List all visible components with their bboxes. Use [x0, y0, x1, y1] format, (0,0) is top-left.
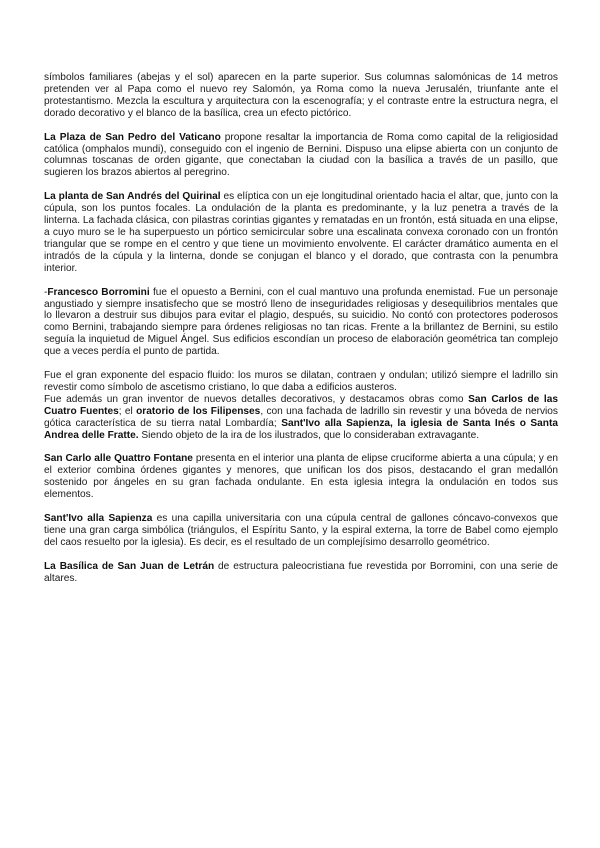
paragraph-espacio-fluido [44, 370, 558, 394]
heading-run: La planta de San Andrés del Quirinal [44, 191, 221, 203]
paragraph-santivo [44, 513, 558, 549]
heading-run: Francesco Borromini [47, 286, 150, 298]
text-run: símbolos familiares (abejas y el sol) aparecen en la parte superior. Sus columnas salomónicas de 14 metros pretenden ver al Papa como el nuevo rey Salomón, ya Roma como la nueva Jerusalén, triunfante ante el protestantismo. Mezcla la escultura y arquitectura con la escenografía; y el contraste entre la estructura negra, el dorado decorativo y el blanco de la basílica, crea un efecto pictórico. [44, 72, 558, 119]
text-run: es elíptica con un eje longitudinal orientado hacia el altar, que, junto con la cúpula, son los puntos focales. La ondulación de la planta es predominante, y la luz penetra a través de la linterna. La fachada clásica, con pilastras corintias gigantes y rematadas en un frontón, está situada en una elipse, a cuyo muro se le ha superpuesto un pórtico semicircular sobre una escalinata convexa coronado con un frontón triangular que se rompe en el centro y que tiene un movimiento envolvente. El carácter dramático aumenta en el intradós de la cúpula y la linterna, donde se conjugan el blanco y el dorado, que contrasta con la penumbra interior. [44, 191, 558, 274]
paragraph-obras-borromini [44, 394, 558, 442]
paragraph-borromini [44, 287, 558, 358]
text-run: Fue además un gran inventor de nuevos detalles decorativos, y destacamos obras como [44, 393, 469, 405]
text-run: de estructura paleocristiana fue revestida por Borromini, con una serie de altares. [44, 560, 558, 584]
heading-run: La Basílica de San Juan de Letrán [44, 560, 215, 572]
document-body [44, 72, 558, 597]
text-run: presenta en el interior una planta de elipse cruciforme abierta a una cúpula; y en el exterior combina órdenes gigantes y menores, que unifican los dos pisos, destacando el gran medallón sostenido por ángeles en su gran fachada ondulante. En esta iglesia integra la ondulación en todos sus elementos. [44, 453, 558, 501]
text-run: - [44, 286, 48, 298]
heading-run: La Plaza de San Pedro del Vaticano [44, 131, 221, 143]
text-run: ; el [118, 405, 137, 417]
paragraph-san-carlo [44, 453, 558, 501]
paragraph-baldaquino-end [44, 72, 558, 120]
text-run: es una capilla universitaria con una cúpula central de gallones cóncavo-convexos que tiene una gran carga simbólica (triángulos, el Espíritu Santo, y la espiral externa, la torre de Babel como ejemplo del caos resuelto por la iglesia). Es decir, es el resultado de un complejísimo desarrollo geométrico. [44, 513, 558, 548]
paragraph-san-andres-quirinal [44, 191, 558, 274]
text-run: , con una fachada de ladrillo sin revestir y una bóveda de nervios gótica característica de su tierra natal Lombardía; [44, 405, 558, 429]
text-run: fue el opuesto a Bernini, con el cual mantuvo una profunda enemistad. Fue un personaje angustiado y siempre insatisfecho que se mostró lleno de inseguridades religiosas y desequilibrios mentales que lo llevaron a destruir sus dibujos para evitar el plagio, después, su suicidio. No contó con protectores poderosos como Bernini, trabajando siempre para órdenes religiosas no tan ricas. Frente a la brillantez de Bernini, su estilo seguía la inquietud de Miguel Ángel. Sus edificios escondían un proceso de elaboración geométrica tan complejo que a veces perdía el punto de partida. [44, 286, 559, 358]
heading-run: San Carlo alle Quattro Fontane [44, 453, 193, 465]
paragraph-san-juan-letran [44, 561, 558, 585]
heading-run: oratorio de los Filipenses [136, 405, 261, 417]
heading-run: Sant'Ivo alla Sapienza, la iglesia de Santa Inés o Santa Andrea delle Fratte. [44, 417, 558, 441]
paragraph-plaza-san-pedro [44, 132, 558, 180]
text-run: propone resaltar la importancia de Roma como capital de la religiosidad católica (omphalos mundi), conseguido con el ingenio de Bernini. Dispuso una elipse abierta con un conjunto de columnas toscanas de orden gigante, que conectaban la ciudad con la basílica a través de un pasillo, que sugieren los brazos abiertos al peregrino. [44, 131, 558, 179]
text-run: Fue el gran exponente del espacio fluido: los muros se dilatan, contraen y ondulan; utilizó siempre el ladrillo sin revestir como símbolo de ascetismo cristiano, lo que daba a edificios austeros. [44, 370, 558, 393]
heading-run: San Carlos de las Cuatro Fuentes [44, 393, 558, 417]
heading-run: Sant'Ivo alla Sapienza [44, 513, 153, 525]
text-run: Siendo objeto de la ira de los ilustrados, que lo consideraban extravagante. [138, 429, 480, 441]
